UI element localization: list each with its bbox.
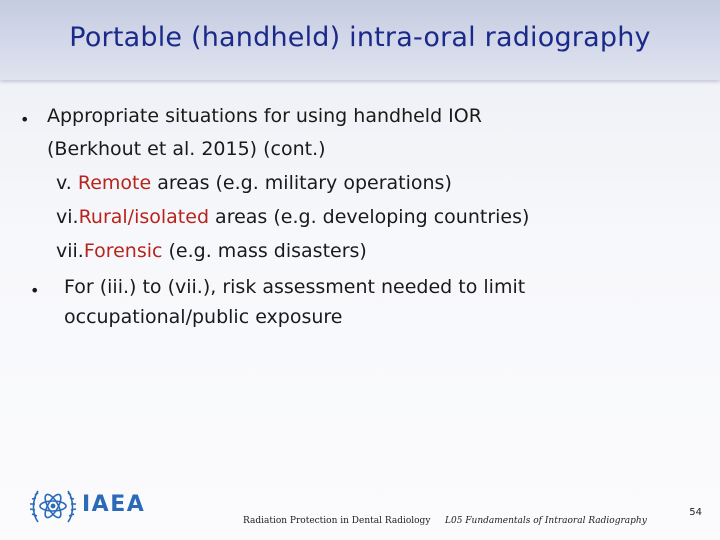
bullet-marker-1: • <box>20 110 30 129</box>
footer-right: L05 Fundamentals of Intraoral Radiography <box>445 516 647 526</box>
sub-item-number: vi. <box>56 206 79 228</box>
iaea-emblem-icon <box>28 482 80 530</box>
bullet-marker-2: • <box>30 281 40 300</box>
sub-item-text: areas (e.g. military operations) <box>151 172 452 194</box>
sub-item-vii <box>56 240 367 262</box>
sub-item-text: areas (e.g. developing countries) <box>209 206 530 228</box>
sub-item-highlight: Forensic <box>83 240 163 262</box>
logo-text: IAEA <box>82 492 146 517</box>
bullet-1-line-1: Appropriate situations for using handheld IOR <box>47 105 482 127</box>
iaea-logo <box>28 482 163 530</box>
sub-item-highlight: Rural/isolated <box>78 206 210 228</box>
sub-item-highlight: Remote <box>77 172 152 194</box>
sub-item-vi <box>56 206 529 228</box>
bullet-2-line-1: For (iii.) to (vii.), risk assessment needed to limit <box>64 276 526 298</box>
footer-center: Radiation Protection in Dental Radiology <box>243 516 431 526</box>
page-number: 54 <box>689 507 702 518</box>
sub-item-number: v. <box>56 172 72 194</box>
slide-title: Portable (handheld) intra-oral radiography <box>69 22 651 53</box>
bullet-2-line-2: occupational/public exposure <box>64 306 343 328</box>
sub-item-text: (e.g. mass disasters) <box>162 240 367 262</box>
sub-item-v <box>56 172 452 194</box>
sub-item-number: vii. <box>56 240 84 262</box>
bullet-1-line-2: (Berkhout et al. 2015) (cont.) <box>47 138 326 160</box>
